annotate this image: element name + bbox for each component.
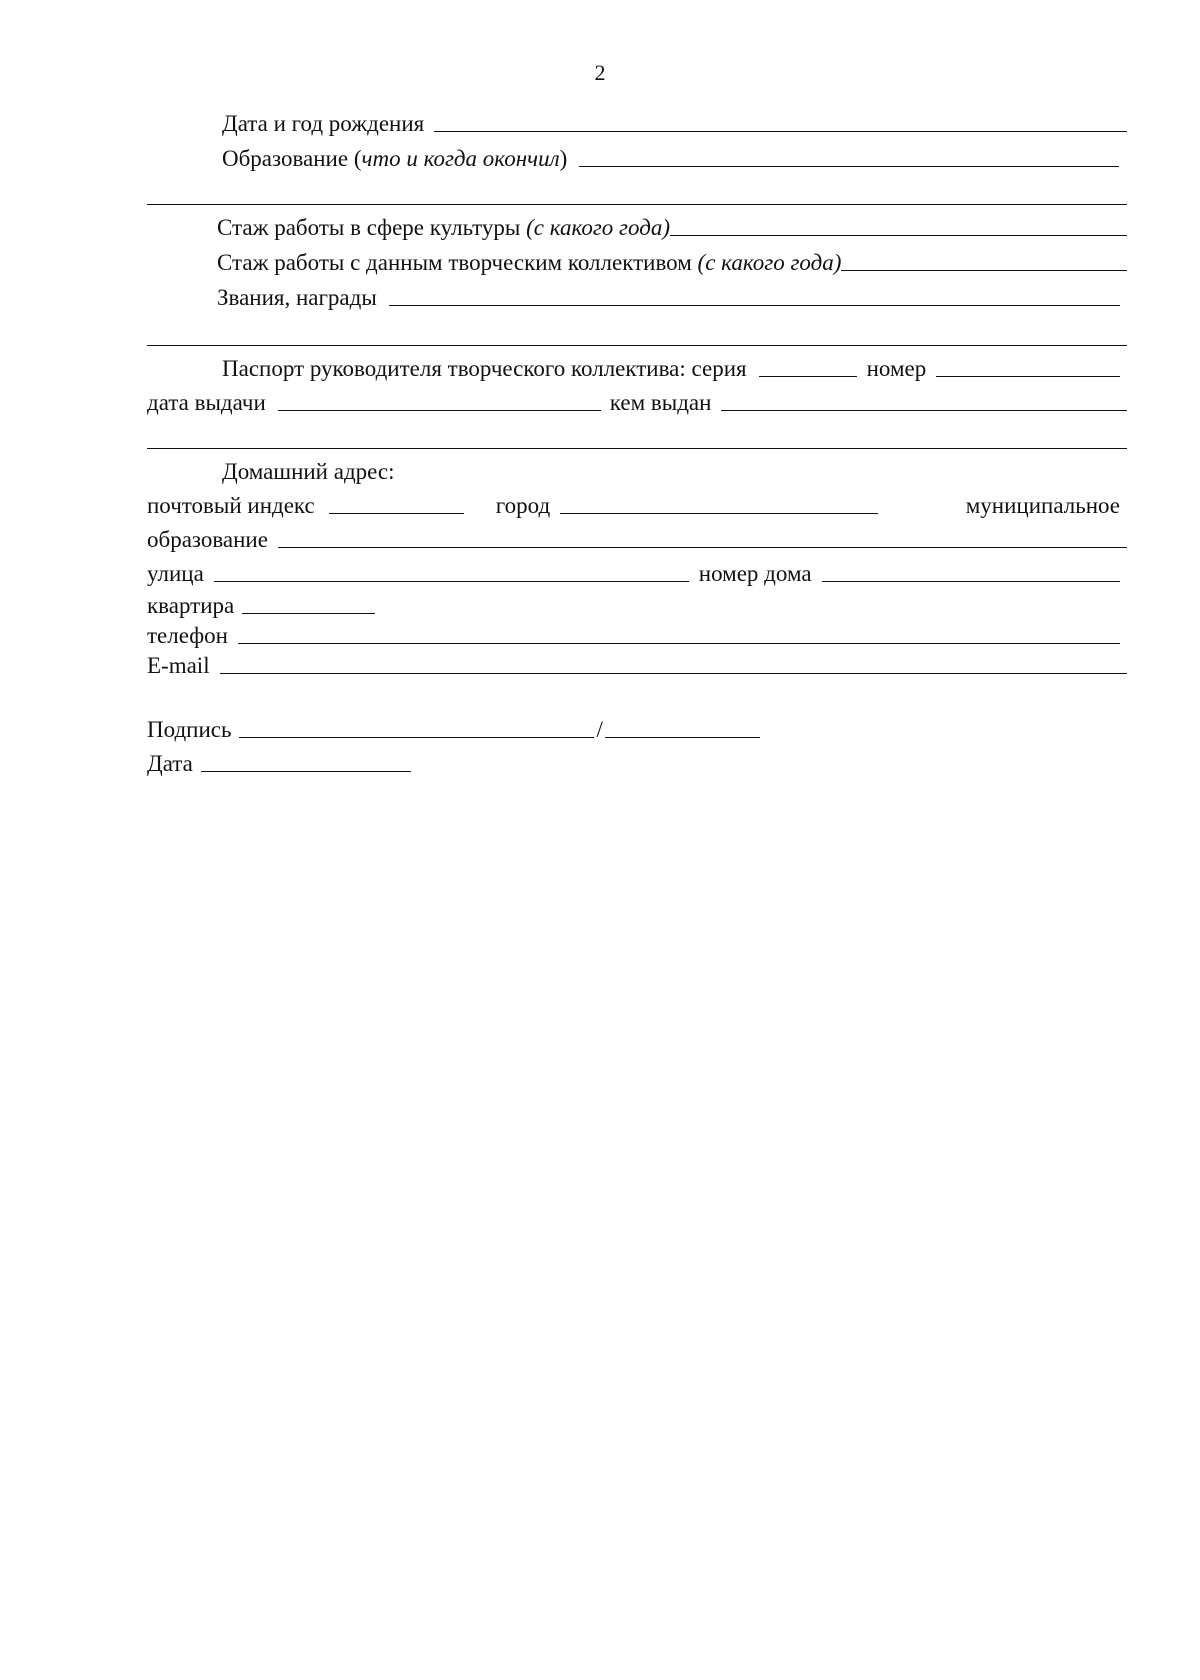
experience-collective-label: Стаж работы с данным творческим коллективом (с какого года) (217, 250, 842, 275)
titles-row (217, 286, 1120, 309)
page-number: 2 (594, 60, 606, 85)
issued-by-label: кем выдан (609, 390, 712, 415)
experience-culture-row (217, 216, 1127, 239)
passport-series-field[interactable] (759, 376, 857, 377)
phone-field[interactable] (238, 643, 1120, 644)
email-label: E-mail (147, 653, 210, 678)
phone-label: телефон (147, 623, 228, 648)
experience-culture-field[interactable] (670, 235, 1127, 236)
apartment-field[interactable] (242, 613, 375, 614)
apartment-label: квартира (147, 593, 235, 618)
home-address-label: Домашний адрес: (222, 459, 395, 484)
birth-row (222, 112, 1127, 135)
issue-date-field[interactable] (278, 410, 601, 411)
education-field[interactable] (579, 166, 1119, 167)
signature-field[interactable] (239, 737, 594, 738)
email-row (147, 654, 1127, 677)
education-label: Образование (что и когда окончил) (222, 146, 568, 171)
issued-by-field[interactable] (721, 410, 1127, 411)
experience-culture-hint: (с какого года) (526, 215, 671, 240)
passport-number-label: номер (866, 356, 927, 381)
city-label: город (495, 493, 551, 518)
titles-field[interactable] (389, 305, 1120, 306)
date-label: Дата (147, 751, 193, 776)
street-field[interactable] (214, 581, 689, 582)
passport-row (222, 357, 1120, 380)
experience-collective-hint: (с какого года) (697, 250, 842, 275)
phone-row (147, 624, 1120, 647)
street-label: улица (147, 561, 204, 586)
titles-continuation-line[interactable] (147, 345, 1127, 346)
city-field[interactable] (560, 513, 878, 514)
education-row (222, 147, 1119, 170)
signature-row (147, 718, 760, 741)
formation-field[interactable] (278, 547, 1127, 548)
signature-label: Подпись (147, 717, 232, 742)
education-continuation-line[interactable] (147, 204, 1127, 205)
education-hint: что и когда окончил (361, 146, 560, 171)
passport-number-field[interactable] (936, 376, 1120, 377)
formation-label: образование (147, 527, 268, 552)
date-field[interactable] (201, 771, 411, 772)
house-number-field[interactable] (822, 581, 1120, 582)
formation-row (147, 528, 1127, 551)
passport-label: Паспорт руководителя творческого коллектива: серия (222, 356, 747, 381)
email-field[interactable] (220, 673, 1127, 674)
experience-collective-field[interactable] (841, 270, 1127, 271)
postal-code-label: почтовый индекс (147, 493, 315, 518)
issue-row (147, 391, 1127, 414)
apartment-row (147, 594, 375, 617)
street-row (147, 562, 1120, 585)
home-address-heading (222, 460, 395, 483)
birth-label: Дата и год рождения (222, 111, 425, 136)
postal-city-row (147, 494, 1120, 517)
signature-decoding-field[interactable] (605, 737, 760, 738)
birth-field[interactable] (434, 131, 1127, 132)
municipal-label: муниципальное (965, 493, 1120, 518)
postal-code-field[interactable] (329, 513, 464, 514)
titles-label: Звания, награды (217, 285, 377, 310)
signature-slash: / (596, 717, 603, 742)
experience-collective-row (217, 251, 1127, 274)
house-number-label: номер дома (698, 561, 812, 586)
issue-date-label: дата выдачи (147, 390, 266, 415)
issued-by-continuation-line[interactable] (147, 448, 1127, 449)
date-row (147, 752, 411, 775)
experience-culture-label: Стаж работы в сфере культуры (с какого года) (217, 215, 671, 240)
